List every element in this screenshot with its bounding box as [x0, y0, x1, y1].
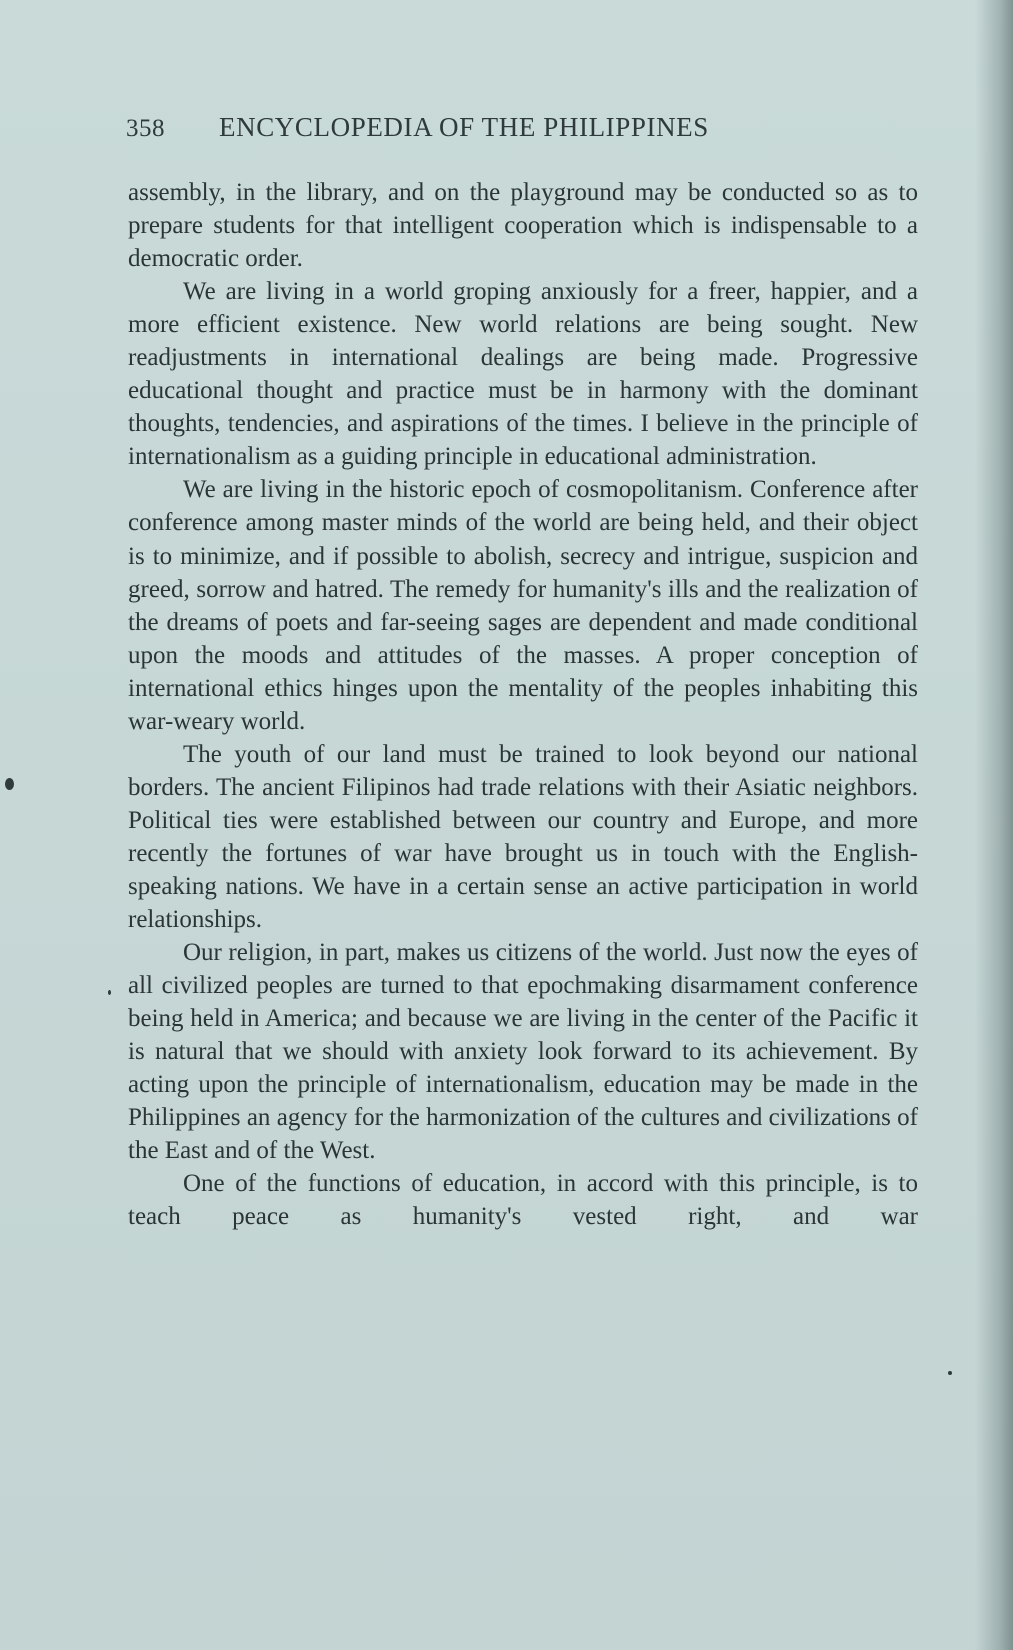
paragraph: The youth of our land must be trained to look beyond our national borders. The ancient Filipinos had trade relations with their Asiatic neighbors. Political ties were established between our country and Europe, and more recently the fortunes of war have brought us in touch with the English-speaking nations. We have in a certain sense an active participation in world relationships. [128, 740, 918, 934]
ink-speck [948, 1371, 952, 1375]
paragraph: Our religion, in part, makes us citizens of the world. Just now the eyes of all civilized peoples are turned to that epochmaking disarmament conference being held in America; and because we are living in the center of the Pacific it is natural that we should with anxiety look forward to its achievement. By acting upon the principle of internationalism, education may be made in the Philippines an agency for the harmonization of the cultures and civilizations of the East and of the West. [128, 939, 918, 1165]
paragraph: We are living in a world groping anxiously for a freer, happier, and a more efficient existence. New world relations are being sought. New readjustments in international dealings are being made. Progressive educational thought and practice must be in harmony with the dominant thoughts, tendencies, and aspirations of the times. I believe in the principle of internationalism as a guiding principle in educational administration. [128, 278, 918, 471]
paragraph: One of the functions of education, in accord with this principle, is to teach peace as humanity's vested right, and war [128, 1170, 918, 1231]
running-title: ENCYCLOPEDIA OF THE PHILIPPINES [219, 112, 709, 142]
paragraph: assembly, in the library, and on the playground may be conducted so as to prepare students for that intelligent cooperation which is indispensable to a democratic order. [128, 179, 918, 273]
body-text [128, 176, 918, 1234]
ink-speck [108, 990, 111, 995]
page-number: 358 [126, 115, 165, 142]
page-header [126, 112, 709, 143]
paragraph: We are living in the historic epoch of cosmopolitanism. Conference after conference among master minds of the world are being held, and their object is to minimize, and if possible to abolish, secrecy and intrigue, suspicion and greed, sorrow and hatred. The remedy for humanity's ills and the realization of the dreams of poets and far-seeing sages are dependent and made conditional upon the moods and attitudes of the masses. A proper conception of international ethics hinges upon the mentality of the peoples inhabiting this war-weary world. [128, 476, 918, 735]
ink-speck [5, 778, 14, 790]
